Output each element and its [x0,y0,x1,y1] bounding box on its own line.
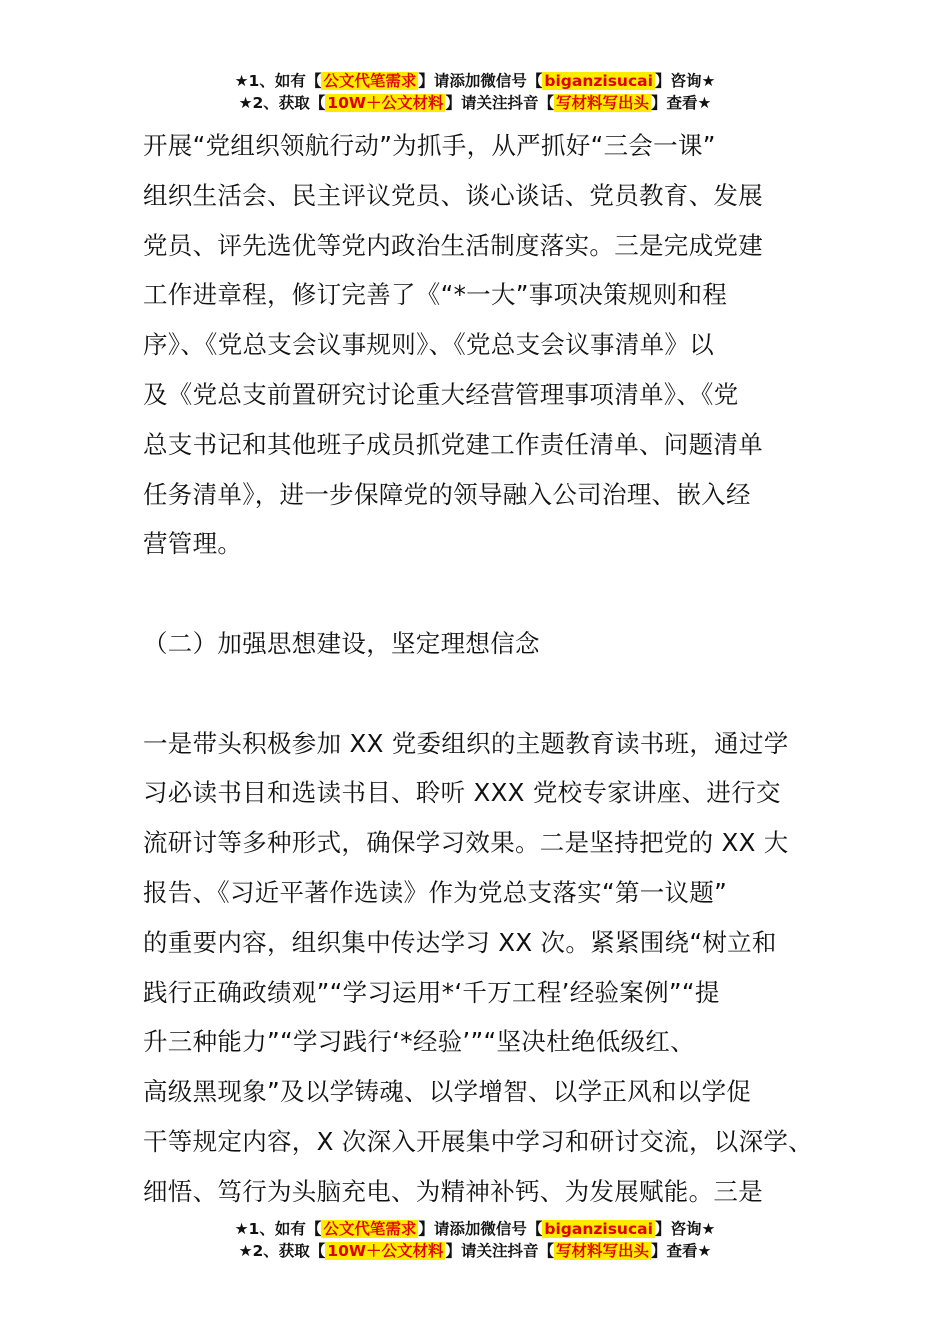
section-heading: （二）加强思想建设，坚定理想信念 [143,628,540,658]
banner-line-2: ★2、获取【 10W＋公文材料 】请关注抖音【 写材料写出头 】查看★ [238,1242,712,1260]
body-line: 细悟、笃行为头脑充电、为精神补钙、为发展赋能。三是 [143,1176,763,1206]
body-line: 开展“党组织领航行动”为抓手，从严抓好“三会一课” [143,131,716,160]
body-line: 序》、《党总支会议事规则》、《党总支会议事清单》以 [143,330,714,360]
header-banner [0,70,950,114]
body-line: 干等规定内容，X 次深入开展集中学习和研讨交流，以深学、 [143,1126,813,1156]
highlight-service: 公文代笔需求 [323,1220,417,1238]
highlight-materials: 10W＋公文材料 [327,94,444,112]
banner-line-1: ★1、如有【 公文代笔需求 】请添加微信号【 biganzisucai 】咨询★ [234,72,716,90]
highlight-douyin: 写材料写出头 [555,1242,649,1260]
highlight-douyin: 写材料写出头 [555,94,649,112]
body-line: 及《党总支前置研究讨论重大经营管理事项清单》、《党 [143,379,739,409]
body-line: 流研讨等多种形式，确保学习效果。二是坚持把党的 XX 大 [143,828,789,858]
body-line: 党员、评先选优等党内政治生活制度落实。三是完成党建 [143,230,763,260]
document-body [143,121,813,1217]
body-line: 总支书记和其他班子成员抓党建工作责任清单、问题清单 [143,429,763,459]
body-line: 一是带头积极参加 XX 党委组织的主题教育读书班，通过学 [143,728,789,758]
footer-banner [0,1218,950,1262]
body-line: 报告、《习近平著作选读》作为党总支落实“第一议题” [143,877,728,907]
body-line: 组织生活会、民主评议党员、谈心谈话、党员教育、发展 [143,180,763,210]
highlight-wechat-id: biganzisucai [544,72,653,90]
body-line: 营管理。 [143,529,243,559]
paragraph-gap [143,669,813,719]
body-line: 任务清单》，进一步保障党的领导融入公司治理、嵌入经 [143,479,751,509]
highlight-materials: 10W＋公文材料 [327,1242,444,1260]
banner-line-1: ★1、如有【 公文代笔需求 】请添加微信号【 biganzisucai 】咨询★ [234,1220,716,1238]
body-line: 升三种能力”“学习践行‘*经验’”“坚决杜绝低级红、 [143,1027,695,1057]
body-line: 践行正确政绩观”“学习运用*‘千万工程’经验案例”“提 [143,977,720,1007]
highlight-wechat-id: biganzisucai [544,1220,653,1238]
highlight-service: 公文代笔需求 [323,72,417,90]
body-line: 的重要内容，组织集中传达学习 XX 次。紧紧围绕“树立和 [143,927,777,957]
body-line: 工作进章程，修订完善了《“*一大”事项决策规则和程 [143,280,728,310]
body-line: 高级黑现象”及以学铸魂、以学增智、以学正风和以学促 [143,1077,752,1107]
body-line: 习必读书目和选读书目、聆听 XXX 党校专家讲座、进行交 [143,778,781,808]
banner-line-2: ★2、获取【 10W＋公文材料 】请关注抖音【 写材料写出头 】查看★ [238,94,712,112]
paragraph-gap [143,569,813,619]
